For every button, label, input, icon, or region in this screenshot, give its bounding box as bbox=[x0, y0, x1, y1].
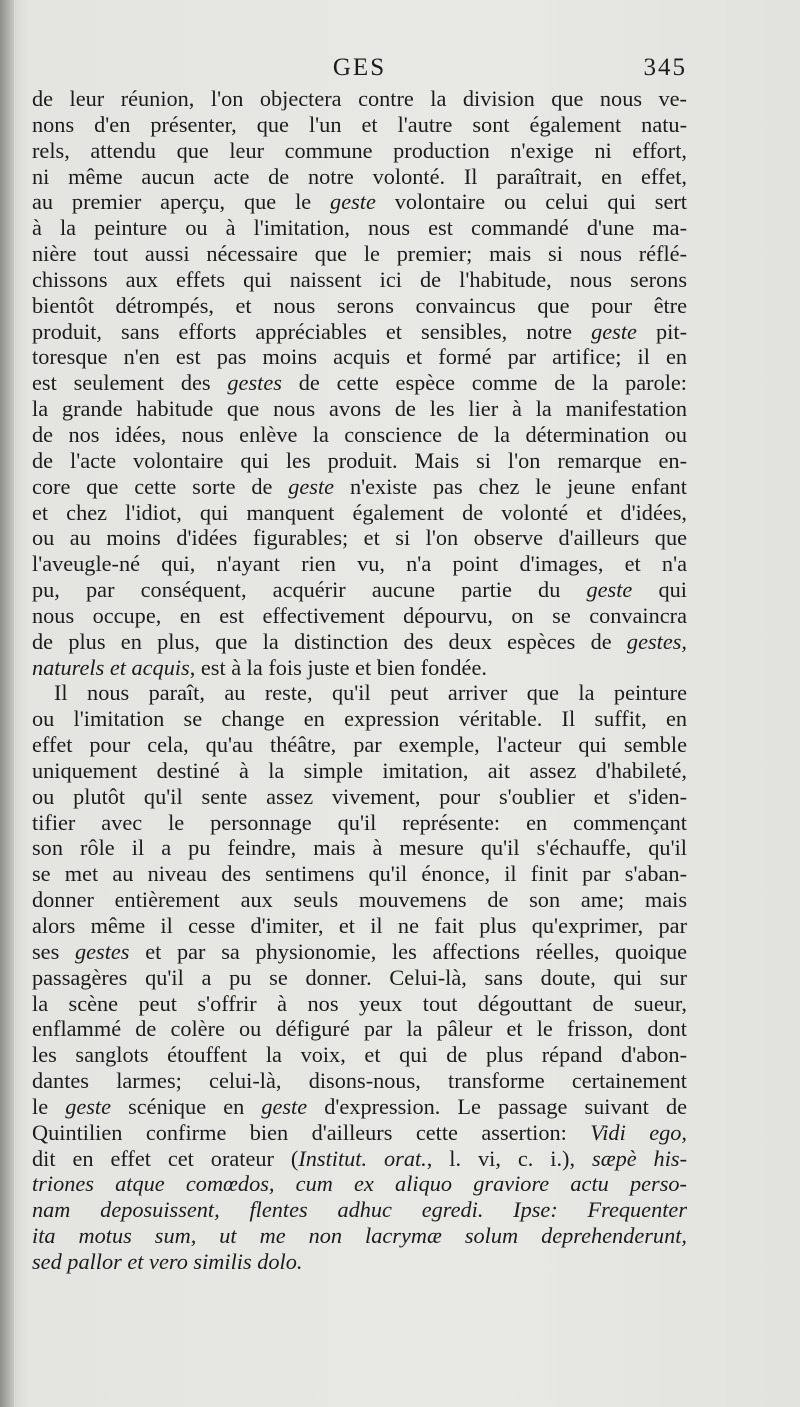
text-line bbox=[32, 706, 687, 732]
text-line bbox=[32, 1042, 687, 1068]
text-span: qui bbox=[632, 577, 687, 603]
text-line bbox=[32, 861, 687, 887]
text-line bbox=[32, 422, 687, 448]
italic-text: triones atque comœdos, cum ex aliquo graviore actu perso- bbox=[32, 1171, 687, 1197]
text-span: ou au moins d'idées figurables; et si l'on observe d'ailleurs que bbox=[32, 525, 687, 551]
text-span: dantes larmes; celui-là, disons-nous, transforme certainement bbox=[32, 1068, 687, 1094]
page-number: 345 bbox=[643, 54, 687, 81]
italic-text: ita motus sum, ut me non lacrymæ solum deprehenderunt, bbox=[32, 1223, 687, 1249]
text-line bbox=[32, 138, 687, 164]
italic-text: geste bbox=[586, 577, 633, 603]
text-span: effet pour cela, qu'au théâtre, par exemple, l'acteur qui semble bbox=[32, 732, 687, 758]
text-line bbox=[32, 655, 687, 681]
text-line bbox=[32, 448, 687, 474]
text-span: la scène peut s'offrir à nos yeux tout dégouttant de sueur, bbox=[32, 990, 687, 1016]
text-span: de leur réunion, l'on objectera contre la division que nous ve- bbox=[32, 86, 687, 111]
text-line bbox=[32, 680, 687, 706]
text-span: Quintilien confirme bien d'ailleurs cette assertion: bbox=[32, 1119, 591, 1145]
text-line bbox=[32, 887, 687, 913]
text-line bbox=[32, 1171, 687, 1197]
text-span: nous occupe, en est effectivement dépourvu, on se convaincra bbox=[32, 602, 687, 628]
italic-text: geste bbox=[591, 318, 637, 344]
text-span: de plus en plus, que la distinction des deux espèces de bbox=[32, 628, 627, 654]
text-line bbox=[32, 267, 687, 293]
text-span: pu, par conséquent, acquérir aucune partie du bbox=[32, 577, 587, 603]
italic-text: sæpè his- bbox=[592, 1145, 687, 1171]
text-span: alors même il cesse d'imiter, et il ne fait plus qu'exprimer, par bbox=[32, 913, 687, 938]
text-line bbox=[32, 732, 687, 758]
text-span: core que cette sorte de bbox=[32, 473, 289, 499]
text-span: tifier avec le personnage qu'il représente: en commençant bbox=[32, 809, 687, 835]
text-span: les sanglots étouffent la voix, et qui de plus répand d'abon- bbox=[32, 1042, 687, 1068]
text-line bbox=[32, 164, 687, 190]
text-line bbox=[32, 577, 687, 603]
body-text bbox=[32, 86, 687, 1275]
text-line bbox=[32, 189, 687, 215]
text-span: ses bbox=[32, 938, 75, 964]
text-line bbox=[32, 758, 687, 784]
text-line bbox=[32, 1016, 687, 1042]
text-line bbox=[32, 370, 687, 396]
text-line bbox=[32, 835, 687, 861]
text-span: est seulement des bbox=[32, 370, 228, 396]
text-span: se met au niveau des sentimens qu'il énonce, il finit par s'aban- bbox=[32, 861, 687, 887]
text-line bbox=[32, 1146, 687, 1172]
text-span: , est à la fois juste et bien fondée. bbox=[189, 654, 487, 680]
text-line bbox=[32, 1068, 687, 1094]
text-span: son rôle il a pu feindre, mais à mesure qu'il s'échauffe, qu'il bbox=[32, 835, 687, 861]
text-line bbox=[32, 965, 687, 991]
italic-text: sed pallor et vero similis dolo. bbox=[32, 1248, 303, 1274]
text-line bbox=[32, 344, 687, 370]
text-line bbox=[32, 215, 687, 241]
text-span: de nos idées, nous enlève la conscience de la détermination ou bbox=[32, 421, 687, 447]
text-span: enflammé de colère ou défiguré par la pâleur et le frisson, dont bbox=[32, 1016, 687, 1042]
text-line bbox=[32, 1120, 687, 1146]
text-line bbox=[32, 500, 687, 526]
text-line bbox=[32, 474, 687, 500]
text-span: Il nous paraît, au reste, qu'il peut arriver que la peinture bbox=[54, 680, 687, 706]
text-span: la grande habitude que nous avons de les lier à la manifestation bbox=[32, 396, 687, 422]
text-span: ni même aucun acte de notre volonté. Il paraîtrait, en effet, bbox=[32, 163, 687, 189]
text-span: de cette espèce comme de la parole: bbox=[281, 370, 687, 396]
italic-text: geste bbox=[261, 1093, 308, 1119]
text-line bbox=[32, 1197, 687, 1223]
text-span: produit, sans efforts appréciables et sensibles, notre bbox=[32, 318, 592, 344]
text-line bbox=[32, 603, 687, 629]
text-span: passagères qu'il a pu se donner. Celui-là, sans doute, qui sur bbox=[32, 964, 687, 990]
text-line bbox=[32, 1249, 687, 1275]
text-span: de l'acte volontaire qui les produit. Mais si l'on remarque en- bbox=[32, 447, 687, 473]
text-line bbox=[32, 112, 687, 138]
text-span: , l. vi, c. i.), bbox=[426, 1145, 593, 1171]
text-span: au premier aperçu, que le bbox=[32, 189, 331, 215]
text-line bbox=[32, 939, 687, 965]
italic-text: nam deposuissent, flentes adhuc egredi. Ipse: Frequenter bbox=[32, 1197, 687, 1223]
text-span: nons d'en présenter, que l'un et l'autre sont également natu- bbox=[32, 111, 687, 137]
text-span: pit- bbox=[636, 318, 687, 344]
text-span: et par sa physionomie, les affections réelles, quoique bbox=[129, 938, 687, 964]
page-header bbox=[32, 54, 687, 88]
text-line bbox=[32, 241, 687, 267]
text-span: uniquement destiné à la simple imitation, ait assez d'habileté, bbox=[32, 757, 687, 783]
text-span: donner entièrement aux seuls mouvemens de son ame; mais bbox=[32, 887, 687, 913]
text-span: nière tout aussi nécessaire que le premier; mais si nous réflé- bbox=[32, 241, 687, 267]
text-line bbox=[32, 913, 687, 939]
text-line bbox=[32, 784, 687, 810]
text-line bbox=[32, 1223, 687, 1249]
italic-text: naturels et acquis bbox=[32, 654, 190, 680]
text-span: chissons aux effets qui naissent ici de l'habitude, nous serons bbox=[32, 266, 687, 292]
italic-text: Vidi ego, bbox=[590, 1119, 687, 1145]
text-line bbox=[32, 319, 687, 345]
text-span: ou plutôt qu'il sente assez vivement, pour s'oublier et s'iden- bbox=[32, 783, 687, 809]
text-line bbox=[32, 396, 687, 422]
text-span: toresque n'en est pas moins acquis et formé par artifice; il en bbox=[32, 344, 687, 370]
text-span: n'existe pas chez le jeune enfant bbox=[334, 473, 687, 499]
page-gutter-shadow bbox=[0, 0, 14, 1407]
italic-text: Institut. orat. bbox=[298, 1145, 427, 1171]
text-line bbox=[32, 810, 687, 836]
text-span: dit en effet cet orateur ( bbox=[32, 1145, 299, 1171]
italic-text: geste bbox=[330, 189, 376, 215]
running-title: GES bbox=[332, 54, 387, 81]
text-span: rels, attendu que leur commune production n'exige ni effort, bbox=[32, 137, 687, 163]
italic-text: geste bbox=[288, 473, 335, 499]
text-line bbox=[32, 86, 687, 112]
text-line bbox=[32, 1094, 687, 1120]
italic-text: gestes, bbox=[626, 628, 687, 654]
text-span: ou l'imitation se change en expression véritable. Il suffit, en bbox=[32, 706, 687, 732]
text-span: et chez l'idiot, qui manquent également de volonté et d'idées, bbox=[32, 499, 687, 525]
text-span: à la peinture ou à l'imitation, nous est commandé d'une ma- bbox=[32, 215, 687, 241]
text-line bbox=[32, 991, 687, 1017]
italic-text: gestes bbox=[74, 938, 130, 964]
text-span: bientôt détrompés, et nous serons convaincus que pour être bbox=[32, 292, 687, 318]
text-line bbox=[32, 551, 687, 577]
text-line bbox=[32, 293, 687, 319]
italic-text: gestes bbox=[227, 370, 282, 396]
text-span: d'expression. Le passage suivant de bbox=[307, 1093, 687, 1119]
text-span: l'aveugle-né qui, n'ayant rien vu, n'a point d'images, et n'a bbox=[32, 551, 687, 577]
text-span: le bbox=[32, 1093, 66, 1119]
italic-text: geste bbox=[65, 1093, 112, 1119]
text-span: scénique en bbox=[111, 1093, 262, 1119]
text-line bbox=[32, 525, 687, 551]
text-span: volontaire ou celui qui sert bbox=[375, 189, 687, 215]
text-line bbox=[32, 629, 687, 655]
